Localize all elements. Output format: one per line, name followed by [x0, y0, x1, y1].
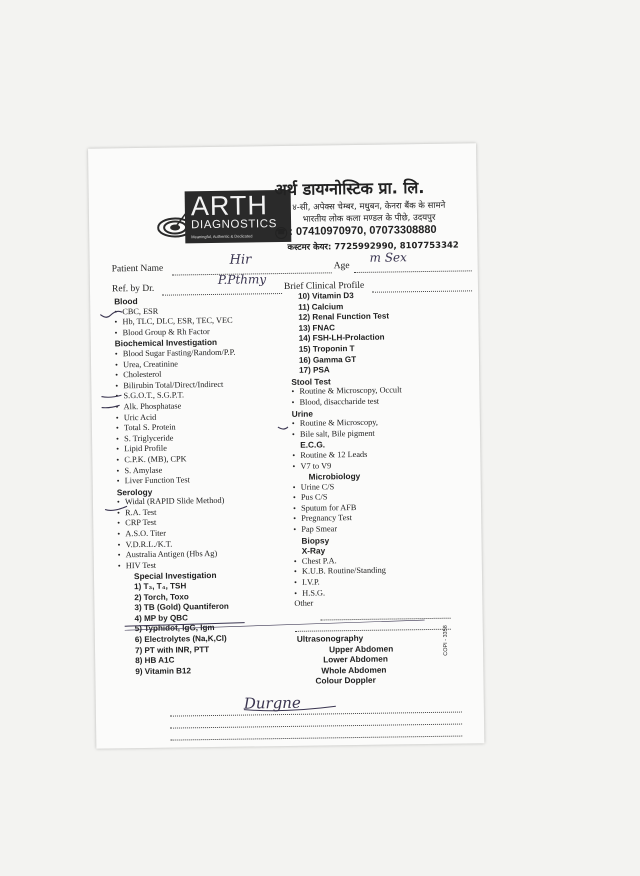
left-item-33: 7) PT with INR, PTT — [134, 644, 210, 655]
brand-sub: DIAGNOSTICS — [191, 218, 278, 232]
left-item-34: 8) HB A1C — [135, 655, 175, 666]
right-item-3: 13) FNAC — [298, 323, 336, 333]
left-item-8: • Bilirubin Total/Direct/Indirect — [115, 379, 236, 391]
right-item-0: 10) Vitamin D3 — [298, 291, 354, 301]
left-item-26: Special Investigation — [133, 570, 217, 582]
phone-text: : 07410970970, 07073308880 — [289, 223, 437, 238]
left-item-9: • S.G.O.T., S.G.P.T. — [115, 390, 236, 402]
left-item-2: • Hb, TLC, DLC, ESR, TEC, VEC — [114, 316, 235, 328]
check-mark-sgot — [102, 405, 120, 408]
right-item-18: • Urine C/S — [293, 481, 403, 493]
left-item-11: • Uric Acid — [116, 411, 237, 423]
right-item-26: • K.U.B. Routine/Standing — [294, 566, 404, 578]
right-item-17: Microbiology — [308, 471, 361, 482]
ref-label: Ref. by Dr. — [111, 283, 155, 295]
left-item-15: • C.P.K. (MB), CPK — [116, 454, 237, 466]
left-item-13: • S. Triglyceride — [116, 432, 237, 444]
left-item-10: • Alk. Phosphatase — [116, 401, 237, 413]
usg-lower-abdomen: Lower Abdomen — [323, 653, 388, 665]
left-item-3: • Blood Group & Rh Factor — [115, 326, 236, 338]
right-item-10: • Blood, disaccharide test — [292, 396, 402, 408]
underline-mp-qbc — [125, 623, 245, 627]
left-item-4: Biochemical Investigation — [114, 337, 218, 349]
usg-colour-doppler: Colour Doppler — [315, 675, 376, 686]
left-item-19: • Widal (RAPID Slide Method) — [117, 496, 238, 508]
right-item-27: • I.V.P. — [294, 576, 404, 588]
left-item-24: • Australia Antigen (Hbs Ag) — [118, 549, 239, 561]
right-item-24: X-Ray — [301, 545, 326, 557]
left-item-32: 6) Electrolytes (Na,K,Cl) — [134, 633, 227, 645]
right-item-1: 11) Calcium — [298, 301, 344, 312]
left-item-20: • R.A. Test — [117, 507, 238, 519]
check-mark-cbc — [100, 311, 122, 317]
right-item-6: 16) Gamma GT — [298, 354, 357, 365]
left-item-31: 5) Typhidot, IgG, Igm — [134, 623, 215, 634]
requisition-form — [88, 143, 484, 748]
check-mark-bilirubin — [101, 395, 121, 397]
right-item-25: • Chest P.A. — [294, 555, 404, 567]
right-item-12: • Routine & Microscopy, — [292, 417, 402, 429]
patient-name-label: Patient Name — [111, 263, 164, 275]
usg-whole-abdomen: Whole Abdomen — [321, 664, 387, 676]
address-line-2: भारतीय लोक कला मण्डल के पीछे, उदयपुर — [302, 212, 436, 225]
brand-tagline: Meaningful, Authentic & Dedicated — [191, 233, 253, 240]
patient-name-value: Hir — [229, 252, 252, 268]
right-item-11: Urine — [291, 408, 314, 419]
left-item-0: Blood — [114, 296, 138, 307]
brand-main: ARTH — [190, 190, 269, 222]
left-item-18: Serology — [116, 486, 153, 498]
right-item-19: • Pus C/S — [293, 492, 403, 504]
left-item-27: 1) T₃, T₄, TSH — [134, 581, 187, 592]
clinical-profile-label: Brief Clinical Profile — [283, 280, 365, 292]
right-item-14: E.C.G. — [300, 439, 326, 451]
ultrasonography-title: Ultrasonography — [296, 632, 364, 644]
left-item-17: • Liver Function Test — [117, 475, 238, 487]
right-item-13: • Bile salt, Bile pigment — [292, 428, 402, 440]
right-item-23: Biopsy — [301, 535, 330, 546]
right-item-7: 17) PSA — [299, 365, 330, 375]
age-value: m Sex — [369, 250, 407, 265]
customer-care: कस्टमर केयर: 7725992990, 8107753342 — [287, 240, 459, 253]
left-item-7: • Cholesterol — [115, 369, 236, 381]
right-item-16: • V7 to V9 — [292, 460, 402, 472]
right-item-8: Stool Test — [291, 376, 331, 387]
right-item-4: 14) FSH-LH-Prolaction — [298, 332, 385, 344]
right-item-29: Other — [294, 598, 314, 609]
signature: Durgne — [243, 693, 301, 713]
address-line-1: ४-सी, अपेक्स चेम्बर, मधुबन, केनरा बैंक के सामने — [292, 200, 446, 213]
check-mark-urine — [278, 427, 288, 429]
left-item-29: 3) TB (Gold) Quantiferon — [134, 602, 229, 613]
form-code: COPI - 3358 — [442, 625, 450, 656]
right-item-5: 15) Troponin T — [298, 343, 355, 354]
right-item-28: • H.S.G. — [294, 587, 404, 599]
signature-stroke — [244, 706, 336, 711]
check-mark-widal — [105, 506, 127, 510]
left-item-5: • Blood Sugar Fasting/Random/P.P. — [115, 348, 236, 360]
left-item-23: • V.D.R.L./K.T. — [117, 538, 238, 550]
left-item-35: 9) Vitamin B12 — [135, 666, 192, 676]
right-item-9: • Routine & Microscopy, Occult — [291, 386, 401, 398]
right-item-21: • Pregnancy Test — [293, 513, 403, 525]
usg-upper-abdomen: Upper Abdomen — [328, 643, 394, 654]
left-item-1: • CBC, ESR — [114, 305, 235, 317]
hindi-company-name: अर्थ डायग्नोस्टिक प्रा. लि. — [274, 178, 425, 200]
right-item-22: • Pap Smear — [293, 523, 403, 535]
left-item-21: • CRP Test — [117, 517, 238, 529]
left-item-22: • A.S.O. Titer — [117, 528, 238, 540]
ref-value: P.Pthmy — [217, 272, 267, 287]
age-label: Age — [333, 261, 350, 272]
right-item-20: • Sputum for AFB — [293, 502, 403, 514]
left-item-12: • Total S. Protein — [116, 422, 237, 434]
left-item-14: • Lipid Profile — [116, 443, 237, 455]
right-item-2: 12) Renal Function Test — [298, 311, 390, 322]
left-item-30: 4) MP by QBC — [134, 613, 189, 623]
left-item-25: • HIV Test — [118, 559, 239, 571]
right-item-15: • Routine & 12 Leads — [292, 449, 402, 461]
pen-marks — [88, 143, 484, 748]
phone-icon: ☎ — [275, 227, 287, 239]
left-item-6: • Urea, Creatinine — [115, 358, 236, 370]
left-item-16: • S. Amylase — [116, 464, 237, 476]
left-item-28: 2) Torch, Toxo — [134, 591, 189, 602]
